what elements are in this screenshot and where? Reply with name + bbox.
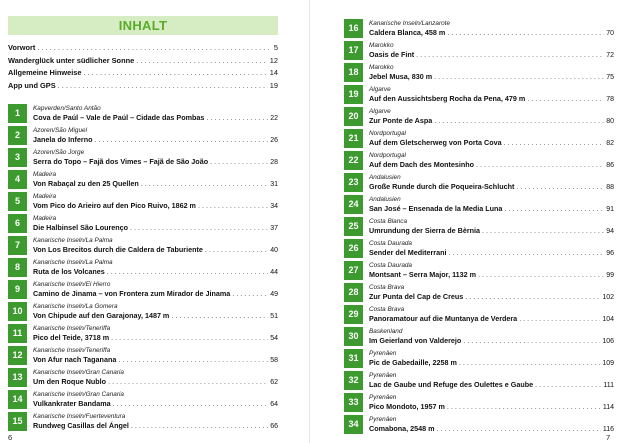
tour-number-badge: 26 (344, 239, 363, 258)
toc-entry[interactable] (8, 104, 278, 124)
region-label: Algarve (369, 108, 391, 115)
leader-dots (465, 292, 600, 302)
tour-title: Rundweg Casillas del Ángel (33, 421, 129, 430)
entry-text (27, 214, 278, 234)
entry-text (363, 261, 614, 281)
entry-text (363, 63, 614, 83)
page-reference: 58 (270, 357, 278, 364)
entry-text (363, 305, 614, 325)
page-reference: 94 (606, 228, 614, 235)
toc-entry[interactable] (344, 415, 614, 435)
front-matter-label: Vorwort (8, 43, 36, 52)
tour-number-badge: 27 (344, 261, 363, 280)
region-label: Kanarische Inseln/Teneriffa (33, 347, 111, 354)
entry-title-line (369, 402, 614, 413)
entry-title-line (369, 116, 614, 127)
page-reference: 62 (270, 379, 278, 386)
entry-text (27, 170, 278, 190)
entry-title-line (33, 113, 278, 124)
entry-title-line (33, 399, 278, 410)
tour-number-badge: 8 (8, 258, 27, 277)
toc-entry[interactable] (8, 170, 278, 190)
region-label: Pyrenäen (369, 416, 397, 423)
tour-title: Im Geierland von Valderejo (369, 336, 462, 345)
tour-title: Oasis de Fint (369, 50, 415, 59)
region-label: Costa Brava (369, 306, 405, 313)
entry-text (363, 107, 614, 127)
leader-dots (519, 314, 600, 324)
tour-title: Um den Roque Nublo (33, 377, 107, 386)
page-reference: 34 (270, 203, 278, 210)
tour-title: Janela do Inferno (33, 135, 93, 144)
entry-title-line (33, 135, 278, 146)
region-label: Azoren/São Miguel (33, 127, 87, 134)
page-reference: 49 (270, 291, 278, 298)
entry-title-line (369, 138, 614, 149)
leader-dots (463, 336, 600, 346)
leader-dots (437, 424, 601, 434)
toc-entry[interactable] (8, 214, 278, 234)
region-label: Baskenland (369, 328, 403, 335)
region-label: Marokko (369, 64, 394, 71)
tour-number-badge: 29 (344, 305, 363, 324)
page-reference: 51 (270, 313, 278, 320)
entry-title-line (33, 245, 278, 256)
entry-text (27, 412, 278, 432)
leader-dots (171, 311, 268, 321)
toc-entry[interactable] (344, 151, 614, 171)
tour-number-badge: 13 (8, 368, 27, 387)
leader-dots (434, 72, 604, 82)
entry-text (27, 126, 278, 146)
tour-number-badge: 23 (344, 173, 363, 192)
toc-entry[interactable] (344, 217, 614, 237)
toc-entry[interactable] (344, 173, 614, 193)
leader-dots (516, 182, 604, 192)
leader-dots (478, 270, 604, 280)
region-label: Kanarische Inseln/La Palma (33, 259, 113, 266)
tour-title: Comabona, 2548 m (369, 424, 435, 433)
entry-title-line (369, 28, 614, 39)
toc-entry[interactable] (344, 195, 614, 215)
front-matter-item[interactable] (8, 81, 278, 94)
tour-title: Jebel Musa, 830 m (369, 72, 433, 81)
front-matter-page: 12 (269, 55, 278, 65)
page-reference: 72 (606, 52, 614, 59)
front-matter-item[interactable] (8, 68, 278, 81)
tour-title: Camino de Jinama – von Frontera zum Mirador de Jinama (33, 289, 231, 298)
entry-text (27, 192, 278, 212)
leader-dots (449, 248, 605, 258)
tour-title: Von Chipude auf den Garajonay, 1487 m (33, 311, 170, 320)
leader-dots (58, 81, 268, 90)
entry-text (27, 236, 278, 256)
toc-entry[interactable] (8, 302, 278, 322)
leader-dots (447, 402, 601, 412)
tour-number-badge: 15 (8, 412, 27, 431)
page-reference: 111 (603, 382, 614, 389)
entry-title-line (33, 289, 278, 300)
leader-dots (141, 179, 268, 189)
front-matter-list (8, 43, 278, 93)
leader-dots (232, 289, 268, 299)
tour-title: Auf dem Dach des Montesinho (369, 160, 475, 169)
tour-title: Auf dem Gletscherweg von Porta Cova (369, 138, 502, 147)
tour-number-badge: 7 (8, 236, 27, 255)
entry-title-line (369, 204, 614, 215)
leader-dots (118, 355, 268, 365)
page-reference: 31 (270, 181, 278, 188)
tour-number-badge: 16 (344, 19, 363, 38)
tour-title: Von Afur nach Taganana (33, 355, 117, 364)
tour-title: Serra do Topo – Fajã dos Vimes – Fajã de São João (33, 157, 209, 166)
page-reference: 28 (270, 159, 278, 166)
leader-dots (447, 28, 604, 38)
region-label: Kanarische Inseln/Gran Canaria (33, 369, 124, 376)
page-reference: 80 (606, 118, 614, 125)
entry-text (27, 258, 278, 278)
leader-dots (416, 50, 604, 60)
toc-entry[interactable] (344, 19, 614, 39)
page-reference: 22 (270, 115, 278, 122)
front-matter-page: 14 (269, 68, 278, 77)
front-matter-item[interactable] (8, 43, 278, 56)
entry-title-line (33, 267, 278, 278)
tour-title: Pico Mondoto, 1957 m (369, 402, 445, 411)
entry-text (27, 302, 278, 322)
leader-dots (459, 358, 600, 368)
leader-dots (136, 56, 268, 65)
entry-title-line (33, 355, 278, 366)
toc-entry[interactable] (344, 261, 614, 281)
page-reference: 99 (606, 272, 614, 279)
entry-text (27, 390, 278, 410)
toc-entry[interactable] (8, 192, 278, 212)
tour-title: Auf den Aussichtsberg Rocha da Pena, 479 m (369, 94, 526, 103)
page-reference: 91 (606, 206, 614, 213)
toc-entry[interactable] (344, 107, 614, 127)
tour-title: Pico del Teide, 3718 m (33, 333, 110, 342)
page-reference: 82 (606, 140, 614, 147)
toc-entry[interactable] (344, 85, 614, 105)
toc-entry[interactable] (344, 283, 614, 303)
page-number-left: 6 (8, 433, 13, 442)
tour-number-badge: 17 (344, 41, 363, 60)
leader-dots (206, 113, 268, 123)
region-label: Pyrenäen (369, 394, 397, 401)
tour-title: Lac de Gaube und Refuge des Oulettes e Gaube (369, 380, 534, 389)
entry-text (363, 283, 614, 303)
toc-entry[interactable] (8, 390, 278, 410)
tour-number-badge: 18 (344, 63, 363, 82)
region-label: Azoren/São Jorge (33, 149, 85, 156)
entry-text (363, 19, 614, 39)
leader-dots (527, 94, 604, 104)
page-number-right: 7 (606, 433, 611, 442)
entry-text (27, 368, 278, 388)
region-label: Kanarische Inseln/Fuerteventura (33, 413, 126, 420)
tour-number-badge: 28 (344, 283, 363, 302)
tour-title: Zur Ponte de Aspa (369, 116, 433, 125)
entry-text (363, 41, 614, 61)
entry-title-line (369, 160, 614, 171)
entry-title-line (33, 421, 278, 432)
page-reference: 102 (602, 294, 614, 301)
front-matter-item[interactable] (8, 56, 278, 69)
tour-number-badge: 20 (344, 107, 363, 126)
region-label: Kanarische Inseln/La Palma (33, 237, 113, 244)
region-label: Marokko (369, 42, 394, 49)
tour-number-badge: 25 (344, 217, 363, 236)
entry-text (363, 129, 614, 149)
page-reference: 114 (602, 404, 614, 411)
page-reference: 109 (602, 360, 614, 367)
leader-dots (84, 68, 268, 77)
entry-title-line (369, 182, 614, 193)
entry-title-line (369, 358, 614, 369)
region-label: Costa Brava (369, 284, 405, 291)
page-reference: 26 (270, 137, 278, 144)
page-reference: 116 (602, 426, 614, 433)
entry-text (363, 349, 614, 369)
entry-text (363, 195, 614, 215)
left-page (0, 0, 300, 443)
front-matter-label: App und GPS (8, 80, 56, 90)
tour-number-badge: 4 (8, 170, 27, 189)
toc-entry[interactable] (8, 324, 278, 344)
tour-number-badge: 6 (8, 214, 27, 233)
page-reference: 66 (270, 423, 278, 430)
toc-entry[interactable] (344, 349, 614, 369)
leader-dots (107, 267, 268, 277)
tour-title: Caldera Blanca, 458 m (369, 28, 446, 37)
toc-entry[interactable] (344, 393, 614, 413)
region-label: Kanarische Inseln/La Gomera (33, 303, 118, 310)
leader-dots (130, 223, 268, 233)
toc-entry[interactable] (344, 371, 614, 391)
entry-text (27, 148, 278, 168)
toc-entry[interactable] (8, 258, 278, 278)
entry-text (363, 151, 614, 171)
leader-dots (198, 201, 268, 211)
tour-number-badge: 12 (8, 346, 27, 365)
leader-dots (37, 43, 272, 52)
toc-entry[interactable] (8, 126, 278, 146)
page-reference: 104 (602, 316, 614, 323)
entry-title-line (33, 377, 278, 388)
entry-title-line (369, 50, 614, 61)
tour-number-badge: 9 (8, 280, 27, 299)
tour-number-badge: 2 (8, 126, 27, 145)
entry-text (27, 104, 278, 124)
toc-entry[interactable] (344, 129, 614, 149)
page-reference: 75 (606, 74, 614, 81)
region-label: Andalusien (369, 196, 401, 203)
front-matter-page: 5 (273, 43, 278, 52)
entry-title-line (33, 333, 278, 344)
toc-entry[interactable] (344, 327, 614, 347)
page-reference: 54 (270, 335, 278, 342)
tour-number-badge: 33 (344, 393, 363, 412)
toc-entry[interactable] (8, 368, 278, 388)
toc-entry[interactable] (344, 41, 614, 61)
entry-title-line (33, 201, 278, 212)
tour-number-badge: 14 (8, 390, 27, 409)
tour-title: Umrundung der Sierra de Bèrnia (369, 226, 481, 235)
leader-dots (205, 245, 268, 255)
entry-text (363, 393, 614, 413)
region-label: Kapverden/Santo Antão (33, 105, 101, 112)
page-reference: 70 (606, 30, 614, 37)
entry-text (363, 173, 614, 193)
entry-title-line (33, 223, 278, 234)
tour-title: Von Los Brecitos durch die Caldera de Taburiente (33, 245, 203, 254)
region-label: Nordportugal (369, 152, 406, 159)
tour-title: Zur Punta del Cap de Creus (369, 292, 464, 301)
entry-text (363, 415, 614, 435)
book-spine (309, 0, 310, 443)
front-matter-label: Wanderglück unter südlicher Sonne (8, 55, 135, 65)
entry-title-line (369, 292, 614, 303)
tour-title: Vom Pico do Arieiro auf den Pico Ruivo, 1862 m (33, 201, 196, 210)
tour-number-badge: 30 (344, 327, 363, 346)
tour-number-badge: 34 (344, 415, 363, 434)
region-label: Algarve (369, 86, 391, 93)
region-label: Madeira (33, 171, 57, 178)
tour-title: Panoramatour auf die Muntanya de Verdera (369, 314, 518, 323)
entry-text (27, 346, 278, 366)
toc-entry[interactable] (8, 280, 278, 300)
tour-title: Vulkankrater Bandama (33, 399, 111, 408)
toc-entry[interactable] (8, 236, 278, 256)
toc-entry[interactable] (8, 148, 278, 168)
tour-title: San José – Ensenada de la Media Luna (369, 204, 503, 213)
toc-entry[interactable] (344, 305, 614, 325)
page-reference: 106 (602, 338, 614, 345)
tour-number-badge: 11 (8, 324, 27, 343)
entry-title-line (369, 72, 614, 83)
page-reference: 86 (606, 162, 614, 169)
entry-text (363, 239, 614, 259)
tour-title: Sender del Mediterrani (369, 248, 447, 257)
entry-title-line (369, 336, 614, 347)
region-label: Kanarische Inseln/Teneriffa (33, 325, 111, 332)
region-label: Pyrenäen (369, 350, 397, 357)
entry-title-line (369, 424, 614, 435)
tour-title: Von Rabaçal zu den 25 Quellen (33, 179, 139, 188)
page-reference: 40 (270, 247, 278, 254)
entry-title-line (369, 226, 614, 237)
region-label: Kanarische Inseln/Gran Canaria (33, 391, 124, 398)
entry-text (27, 324, 278, 344)
tour-number-badge: 31 (344, 349, 363, 368)
tour-title: Montsant – Serra Major, 1132 m (369, 270, 477, 279)
tour-title: Pic de Gabedaille, 2258 m (369, 358, 457, 367)
entry-title-line (33, 311, 278, 322)
tour-number-badge: 1 (8, 104, 27, 123)
region-label: Andalusien (369, 174, 401, 181)
region-label: Costa Daurada (369, 262, 412, 269)
leader-dots (113, 399, 269, 409)
tour-number-badge: 21 (344, 129, 363, 148)
tour-number-badge: 3 (8, 148, 27, 167)
front-matter-label: Allgemeine Hinweise (8, 68, 82, 77)
tour-number-badge: 24 (344, 195, 363, 214)
region-label: Kanarische Inseln/El Hierro (33, 281, 111, 288)
tour-title: Die Halbinsel São Lourenço (33, 223, 129, 232)
tour-number-badge: 32 (344, 371, 363, 390)
leader-dots (434, 116, 604, 126)
entry-text (363, 217, 614, 237)
entry-title-line (369, 248, 614, 259)
tour-number-badge: 5 (8, 192, 27, 211)
entry-text (363, 371, 614, 391)
tour-number-badge: 10 (8, 302, 27, 321)
page-reference: 37 (270, 225, 278, 232)
entry-title-line (369, 94, 614, 105)
toc-title: INHALT (8, 16, 278, 35)
toc-entry[interactable] (344, 63, 614, 83)
leader-dots (476, 160, 604, 170)
entry-title-line (369, 380, 614, 391)
leader-dots (108, 377, 268, 387)
page-reference: 88 (606, 184, 614, 191)
entry-title-line (33, 179, 278, 190)
tour-number-badge: 19 (344, 85, 363, 104)
entry-title-line (369, 314, 614, 325)
right-page (320, 0, 620, 443)
tour-title: Große Runde durch die Poqueira-Schlucht (369, 182, 515, 191)
page-reference: 96 (606, 250, 614, 257)
leader-dots (482, 226, 604, 236)
region-label: Kanarische Inseln/Lanzarote (369, 20, 451, 27)
entry-title-line (33, 157, 278, 168)
leader-dots (111, 333, 268, 343)
leader-dots (535, 380, 601, 390)
page-reference: 64 (270, 401, 278, 408)
page-reference: 78 (606, 96, 614, 103)
page-reference: 44 (270, 269, 278, 276)
entry-title-line (369, 270, 614, 281)
region-label: Costa Blanca (369, 218, 408, 225)
region-label: Madeira (33, 215, 57, 222)
toc-entry[interactable] (8, 412, 278, 432)
tour-title: Cova de Paúl – Vale de Paúl – Cidade das Pombas (33, 113, 205, 122)
toc-entry[interactable] (344, 239, 614, 259)
region-label: Pyrenäen (369, 372, 397, 379)
region-label: Nordportugal (369, 130, 406, 137)
region-label: Madeira (33, 193, 57, 200)
leader-dots (504, 204, 604, 214)
front-matter-page: 19 (269, 80, 278, 90)
entry-text (27, 280, 278, 300)
leader-dots (131, 421, 268, 431)
entry-text (363, 327, 614, 347)
tour-number-badge: 22 (344, 151, 363, 170)
leader-dots (504, 138, 605, 148)
leader-dots (210, 157, 268, 167)
tour-title: Ruta de los Volcanes (33, 267, 105, 276)
entry-text (363, 85, 614, 105)
region-label: Costa Daurada (369, 240, 412, 247)
leader-dots (95, 135, 269, 145)
toc-entry[interactable] (8, 346, 278, 366)
